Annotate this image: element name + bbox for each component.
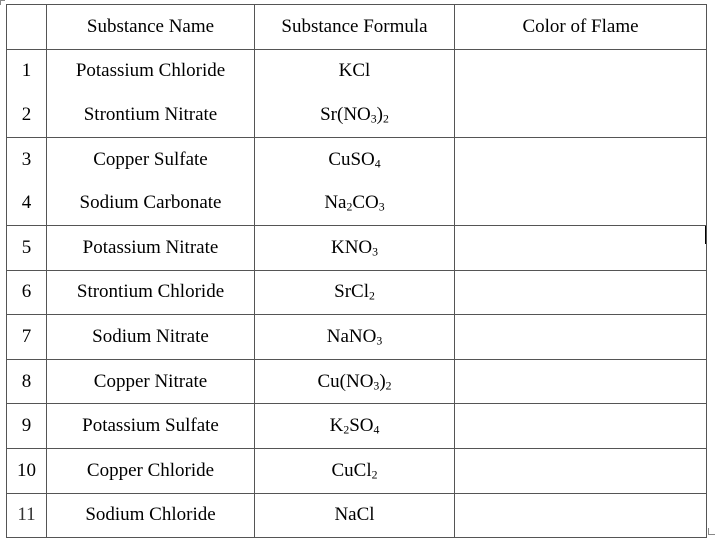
substance-name-cell: Potassium Nitrate	[47, 225, 255, 270]
formula-subscript: 2	[383, 112, 389, 126]
substance-formula-cell	[255, 49, 455, 93]
header-substance-name: Substance Name	[47, 5, 255, 50]
table-row	[7, 181, 707, 225]
formula-subscript: 3	[370, 112, 377, 126]
formula-subscript: 3	[372, 245, 379, 259]
row-number: 10	[7, 448, 47, 493]
substance-formula-cell	[255, 93, 455, 137]
row-number: 2	[7, 93, 47, 137]
flame-color-cell[interactable]	[455, 270, 707, 315]
formula-subscript: 2	[346, 200, 353, 214]
flame-color-cell[interactable]	[455, 448, 707, 493]
flame-color-cell[interactable]	[455, 493, 707, 538]
formula-text: K	[329, 415, 344, 437]
formula-subscript: 4	[373, 423, 380, 437]
table-row	[7, 404, 707, 449]
formula-subscript: 2	[385, 378, 392, 392]
flame-color-cell[interactable]	[455, 93, 707, 137]
flame-color-cell[interactable]	[455, 225, 707, 270]
substance-formula-cell	[255, 137, 455, 181]
formula-text: CO	[352, 192, 379, 214]
row-number: 7	[7, 315, 47, 360]
substance-name-cell: Sodium Chloride	[47, 493, 255, 538]
header-substance-formula: Substance Formula	[255, 5, 455, 50]
table-row	[7, 448, 707, 493]
formula-text: CuSO	[328, 148, 375, 170]
table-body	[7, 49, 707, 538]
table-row	[7, 137, 707, 181]
flame-color-cell[interactable]	[455, 137, 707, 181]
substance-formula-cell	[255, 493, 455, 538]
row-number: 9	[7, 404, 47, 449]
formula-text: )	[376, 103, 383, 125]
substance-name-cell: Copper Sulfate	[47, 137, 255, 181]
formula-subscript: 2	[371, 468, 378, 482]
formula-subscript: 3	[376, 334, 383, 348]
formula-text: SrCl	[334, 281, 369, 303]
substance-name-cell: Strontium Chloride	[47, 270, 255, 315]
table-row	[7, 225, 707, 270]
formula-text: CuCl	[331, 459, 372, 481]
substance-name-cell: Sodium Nitrate	[47, 315, 255, 360]
formula-subscript: 3	[373, 378, 380, 392]
substance-name-cell: Strontium Nitrate	[47, 93, 255, 137]
row-number: 1	[7, 49, 47, 93]
formula-text: KNO	[330, 236, 373, 258]
flame-color-cell[interactable]	[455, 49, 707, 93]
substance-name-cell: Sodium Carbonate	[47, 181, 255, 225]
formula-subscript: 2	[343, 423, 350, 437]
table-row	[7, 93, 707, 137]
corner-mark-bottom-right	[708, 528, 715, 535]
table-row	[7, 270, 707, 315]
formula-text: )	[379, 370, 386, 392]
formula-text: KCl	[338, 60, 371, 82]
table-row	[7, 315, 707, 360]
substance-formula-cell	[255, 181, 455, 225]
corner-mark	[0, 0, 5, 5]
row-number: 8	[7, 359, 47, 404]
substance-formula-cell	[255, 448, 455, 493]
formula-text: Na	[324, 192, 347, 214]
flame-test-table	[6, 4, 707, 538]
header-number	[7, 5, 47, 50]
formula-subscript: 2	[368, 289, 375, 303]
formula-text: SO	[349, 415, 374, 437]
substance-formula-cell	[255, 359, 455, 404]
table-row	[7, 359, 707, 404]
flame-color-cell[interactable]	[455, 181, 707, 225]
flame-color-cell[interactable]	[455, 359, 707, 404]
flame-color-cell[interactable]	[455, 404, 707, 449]
row-number: 4	[7, 181, 47, 225]
substance-formula-cell	[255, 315, 455, 360]
formula-text: Cu(NO	[317, 370, 374, 392]
substance-formula-cell	[255, 404, 455, 449]
row-number: 6	[7, 270, 47, 315]
row-number: 5	[7, 225, 47, 270]
header-color-of-flame: Color of Flame	[455, 5, 707, 50]
table-header-row	[7, 5, 707, 50]
formula-text: Sr(NO	[320, 103, 371, 125]
formula-subscript: 4	[374, 156, 381, 170]
substance-name-cell: Potassium Chloride	[47, 49, 255, 93]
substance-name-cell: Copper Chloride	[47, 448, 255, 493]
formula-text: NaCl	[334, 504, 375, 526]
table-row	[7, 493, 707, 538]
row-number: 11	[7, 493, 47, 538]
substance-name-cell: Potassium Sulfate	[47, 404, 255, 449]
formula-subscript: 3	[378, 200, 385, 214]
substance-name-cell: Copper Nitrate	[47, 359, 255, 404]
table-row	[7, 49, 707, 93]
substance-formula-cell	[255, 225, 455, 270]
substance-formula-cell	[255, 270, 455, 315]
formula-text: NaNO	[326, 325, 377, 347]
flame-color-cell[interactable]	[455, 315, 707, 360]
row-number: 3	[7, 137, 47, 181]
